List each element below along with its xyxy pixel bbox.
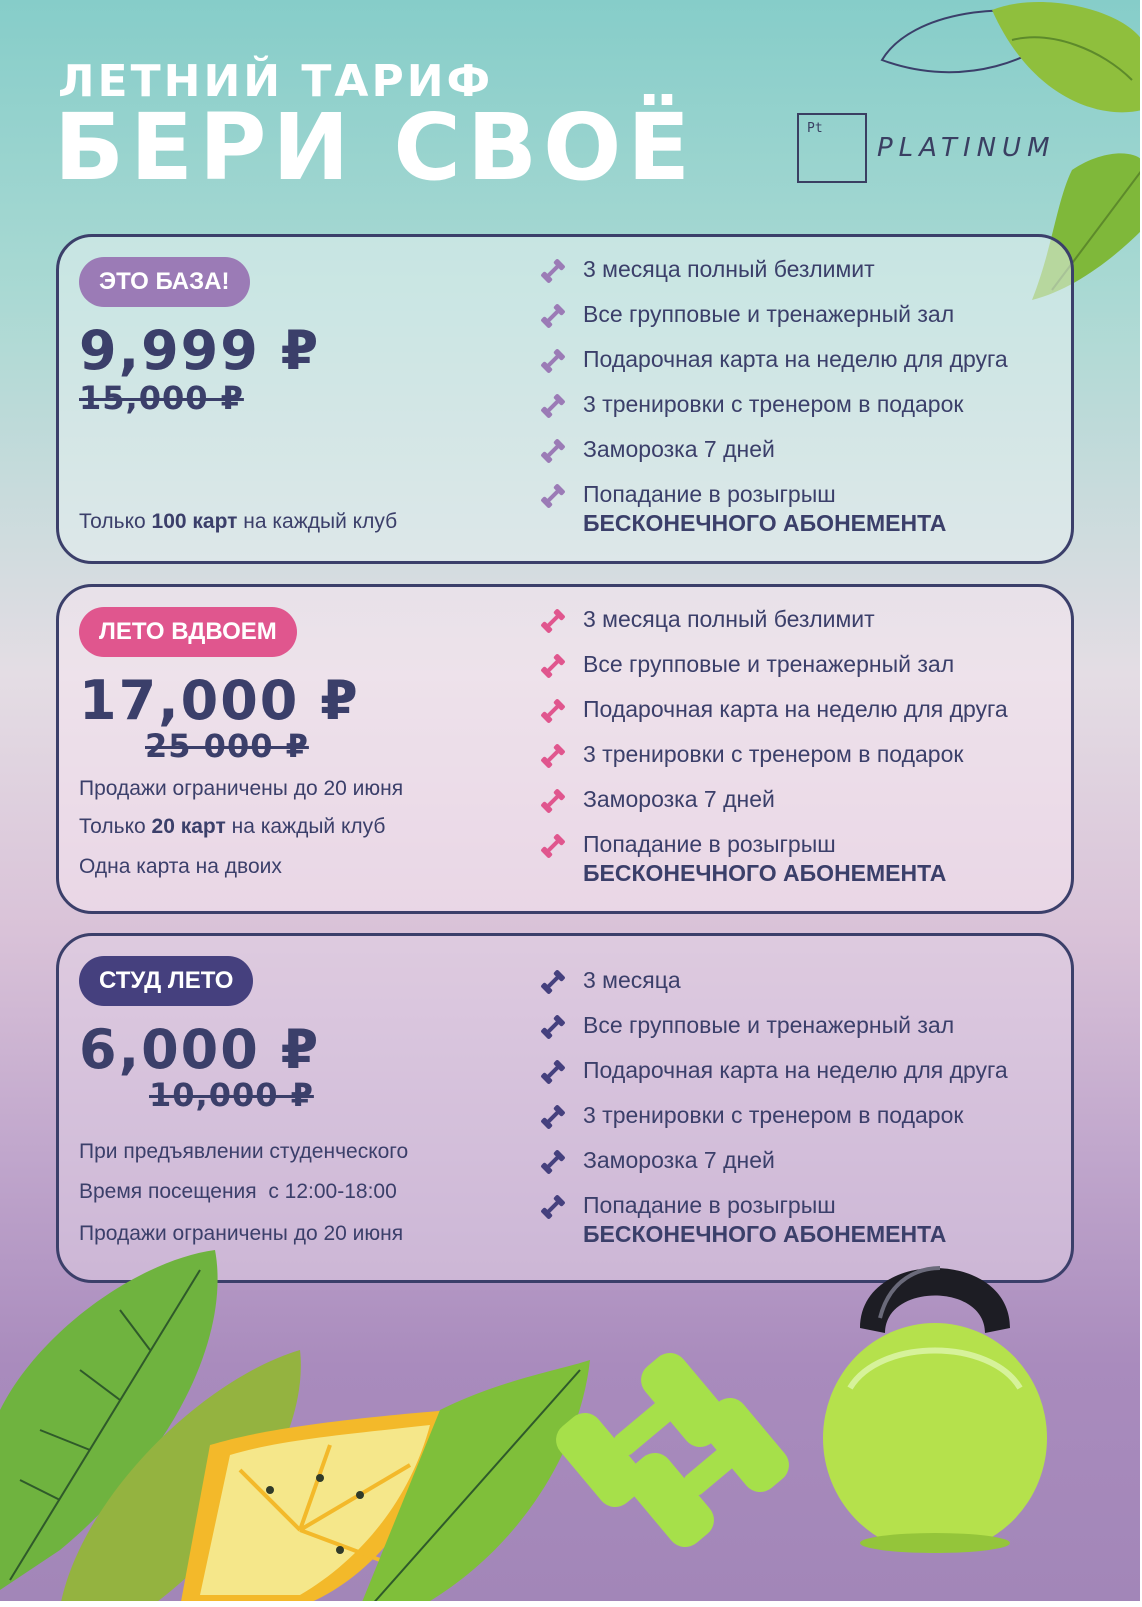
tariff-old-price: 15,000 ₽ xyxy=(79,379,244,417)
feature-item xyxy=(539,300,1069,345)
note-text: Только xyxy=(79,815,152,838)
feature-text: Заморозка 7 дней xyxy=(583,786,775,812)
feature-item xyxy=(539,740,1069,785)
feature-text: Подарочная карта на неделю для друга xyxy=(583,346,1008,372)
feature-item xyxy=(539,785,1069,830)
dumbbell-icon xyxy=(539,1148,567,1176)
feature-item xyxy=(539,1146,1069,1191)
logo-text: PLATINUM xyxy=(877,133,1056,163)
feature-item xyxy=(539,345,1069,390)
dumbbell-icon xyxy=(539,1103,567,1131)
feature-text: 3 месяца xyxy=(583,967,681,993)
note-text-after: на каждый клуб xyxy=(225,815,386,838)
tariff-old-price: 10,000 ₽ xyxy=(149,1076,314,1114)
feature-subtext: БЕСКОНЕЧНОГО АБОНЕМЕНТА xyxy=(583,859,947,886)
feature-text: Все групповые и тренажерный зал xyxy=(583,1012,955,1038)
feature-text: Все групповые и тренажерный зал xyxy=(583,301,955,327)
dumbbell-icon xyxy=(539,697,567,725)
dumbbell-icon xyxy=(539,1193,567,1221)
feature-list xyxy=(539,966,1069,1247)
feature-text: 3 тренировки с тренером в подарок xyxy=(583,741,964,767)
feature-list xyxy=(539,255,1069,536)
feature-item xyxy=(539,605,1069,650)
header-title: БЕРИ СВОЁ xyxy=(54,94,697,201)
feature-text: 3 тренировки с тренером в подарок xyxy=(583,1102,964,1128)
feature-item xyxy=(539,255,1069,300)
note-text: При предъявлении студенческого xyxy=(79,1140,409,1163)
tariff-note xyxy=(79,777,403,801)
dumbbell-icon xyxy=(539,787,567,815)
tariff-badge: ЭТО БАЗА! xyxy=(79,257,250,307)
tariff-old-price: 25 000 ₽ xyxy=(145,727,309,765)
tariff-card-student-summer xyxy=(56,933,1074,1283)
note-text: Время посещения с 12:00-18:00 xyxy=(79,1180,397,1203)
dumbbell-icon xyxy=(539,607,567,635)
kettlebell-illustration xyxy=(820,1238,1050,1558)
feature-item xyxy=(539,1011,1069,1056)
dumbbell-icon xyxy=(539,257,567,285)
feature-text: 3 тренировки с тренером в подарок xyxy=(583,391,964,417)
logo-mark: Pt xyxy=(807,121,823,136)
feature-text: Подарочная карта на неделю для друга xyxy=(583,1057,1008,1083)
note-text: Продажи ограничены до 20 июня xyxy=(79,1222,404,1245)
feature-text: 3 месяца полный безлимит xyxy=(583,256,875,282)
tariff-card-summer-duo xyxy=(56,584,1074,914)
feature-text: Попадание в розыгрыш xyxy=(583,1192,836,1218)
dumbbell-icon xyxy=(539,832,567,860)
tariff-note xyxy=(79,815,385,839)
feature-text: Заморозка 7 дней xyxy=(583,1147,775,1173)
feature-subtext: БЕСКОНЕЧНОГО АБОНЕМЕНТА xyxy=(583,1220,947,1247)
tariff-badge: ЛЕТО ВДВОЕМ xyxy=(79,607,297,657)
tariff-price: 6,000 ₽ xyxy=(79,1018,321,1081)
note-text-after: на каждый клуб xyxy=(237,510,398,533)
feature-item xyxy=(539,830,1069,886)
feature-item xyxy=(539,1056,1069,1101)
dumbbell-icon xyxy=(539,482,567,510)
tariff-note xyxy=(79,1140,408,1164)
feature-item xyxy=(539,1191,1069,1247)
feature-text: Попадание в розыгрыш xyxy=(583,481,836,507)
note-bold: 20 карт xyxy=(151,815,226,838)
dumbbell-icon xyxy=(539,437,567,465)
tariff-card-base xyxy=(56,234,1074,564)
tariff-note xyxy=(79,1222,403,1246)
dumbbell-icon xyxy=(539,968,567,996)
dumbbell-icon xyxy=(539,1013,567,1041)
feature-list xyxy=(539,605,1069,886)
note-text: Продажи ограничены до 20 июня xyxy=(79,777,404,800)
feature-item xyxy=(539,650,1069,695)
feature-text: Подарочная карта на неделю для друга xyxy=(583,696,1008,722)
dumbbell-icon xyxy=(539,392,567,420)
feature-item xyxy=(539,435,1069,480)
platinum-logo xyxy=(797,113,1097,183)
header-subtitle: ЛЕТНИЙ ТАРИФ xyxy=(58,56,494,107)
tariff-price: 9,999 ₽ xyxy=(79,319,321,382)
feature-text: 3 месяца полный безлимит xyxy=(583,606,875,632)
dumbbell-icon xyxy=(539,347,567,375)
dumbbell-icon xyxy=(539,742,567,770)
tariff-price: 17,000 ₽ xyxy=(79,669,360,732)
feature-item xyxy=(539,390,1069,435)
tariff-note xyxy=(79,855,282,879)
feature-item xyxy=(539,695,1069,740)
note-bold: 100 карт xyxy=(151,510,238,533)
tariff-note xyxy=(79,510,397,534)
feature-text: Заморозка 7 дней xyxy=(583,436,775,462)
dumbbell-icon xyxy=(539,302,567,330)
dumbbell-icon xyxy=(539,1058,567,1086)
logo-box xyxy=(797,113,867,183)
feature-item xyxy=(539,1101,1069,1146)
dumbbell-icon xyxy=(539,652,567,680)
tariff-note xyxy=(79,1180,397,1204)
feature-text: Все групповые и тренажерный зал xyxy=(583,651,955,677)
feature-subtext: БЕСКОНЕЧНОГО АБОНЕМЕНТА xyxy=(583,509,947,536)
note-text: Одна карта на двоих xyxy=(79,855,282,878)
note-text: Только xyxy=(79,510,152,533)
feature-text: Попадание в розыгрыш xyxy=(583,831,836,857)
feature-item xyxy=(539,966,1069,1011)
feature-item xyxy=(539,480,1069,536)
tariff-badge: СТУД ЛЕТО xyxy=(79,956,253,1006)
bottom-edge-line xyxy=(0,1601,1142,1607)
